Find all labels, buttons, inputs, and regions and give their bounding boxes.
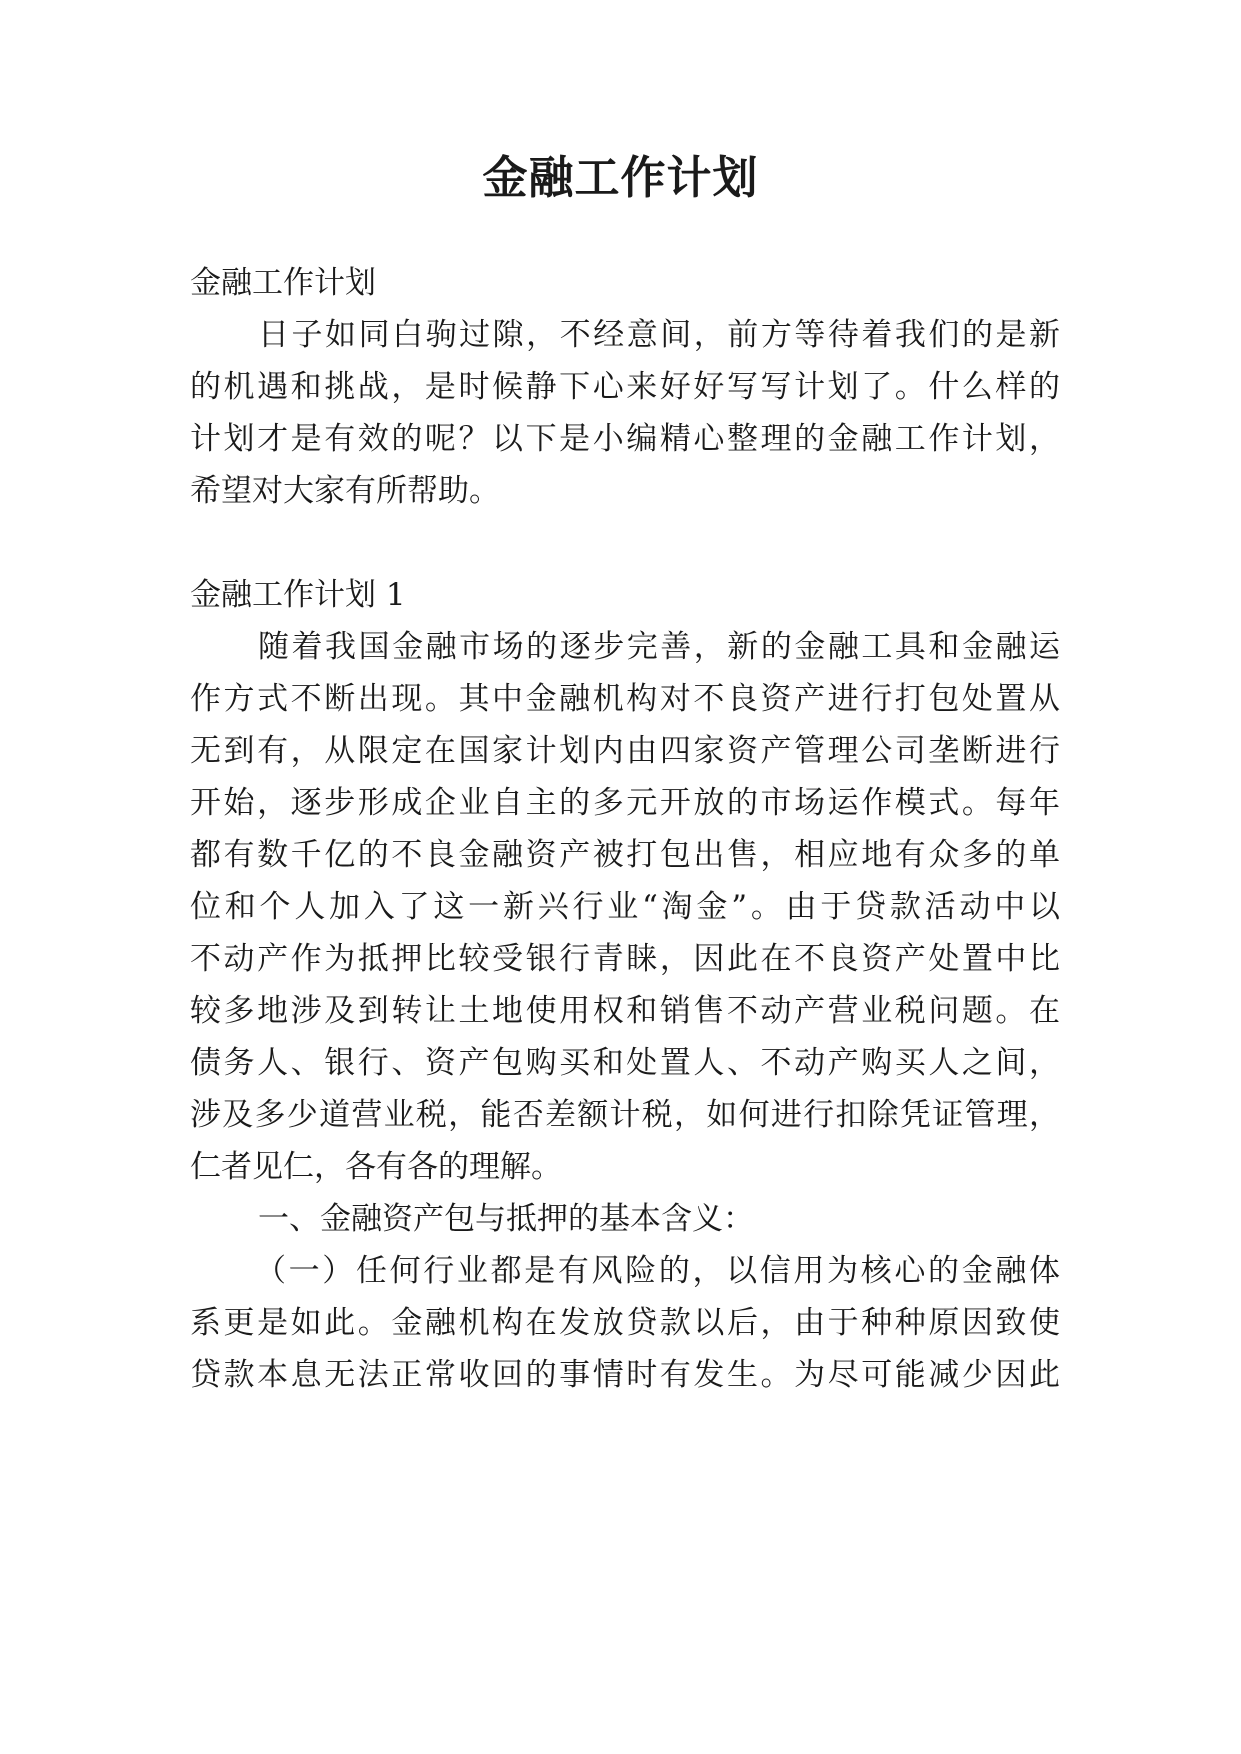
paragraph-line: 开始，逐步形成企业自主的多元开放的市场运作模式。每年 <box>190 785 1060 821</box>
section-heading: 金融工作计划 1 <box>190 577 406 613</box>
paragraph-line: 较多地涉及到转让土地使用权和销售不动产营业税问题。在 <box>190 993 1060 1029</box>
paragraph-line: 计划才是有效的呢？以下是小编精心整理的金融工作计划， <box>190 421 1060 457</box>
intro-heading: 金融工作计划 <box>190 265 376 301</box>
paragraph-line: 都有数千亿的不良金融资产被打包出售，相应地有众多的单 <box>190 837 1060 873</box>
paragraph-line: 无到有，从限定在国家计划内由四家资产管理公司垄断进行 <box>190 733 1060 769</box>
paragraph-line: 日子如同白驹过隙，不经意间，前方等待着我们的是新 <box>258 317 1060 353</box>
document-title: 金融工作计划 <box>482 151 759 204</box>
paragraph-line: 随着我国金融市场的逐步完善，新的金融工具和金融运 <box>258 629 1060 665</box>
paragraph-line: 贷款本息无法正常收回的事情时有发生。为尽可能减少因此 <box>190 1357 1060 1393</box>
paragraph-line: 系更是如此。金融机构在发放贷款以后，由于种种原因致使 <box>190 1305 1060 1341</box>
subsection-heading: 一、金融资产包与抵押的基本含义： <box>258 1201 754 1237</box>
paragraph-line: 作方式不断出现。其中金融机构对不良资产进行打包处置从 <box>190 681 1060 717</box>
paragraph-line: （一）任何行业都是有风险的，以信用为核心的金融体 <box>255 1253 1060 1289</box>
paragraph-line: 不动产作为抵押比较受银行青睐，因此在不良资产处置中比 <box>190 941 1060 977</box>
paragraph-line: 位和个人加入了这一新兴行业“淘金”。由于贷款活动中以 <box>190 889 1060 925</box>
paragraph-line: 仁者见仁，各有各的理解。 <box>190 1149 562 1185</box>
paragraph-line: 希望对大家有所帮助。 <box>190 473 500 509</box>
paragraph-line: 涉及多少道营业税，能否差额计税，如何进行扣除凭证管理， <box>190 1097 1060 1133</box>
paragraph-line: 债务人、银行、资产包购买和处置人、不动产购买人之间， <box>190 1045 1060 1081</box>
paragraph-line: 的机遇和挑战，是时候静下心来好好写写计划了。什么样的 <box>190 369 1060 405</box>
